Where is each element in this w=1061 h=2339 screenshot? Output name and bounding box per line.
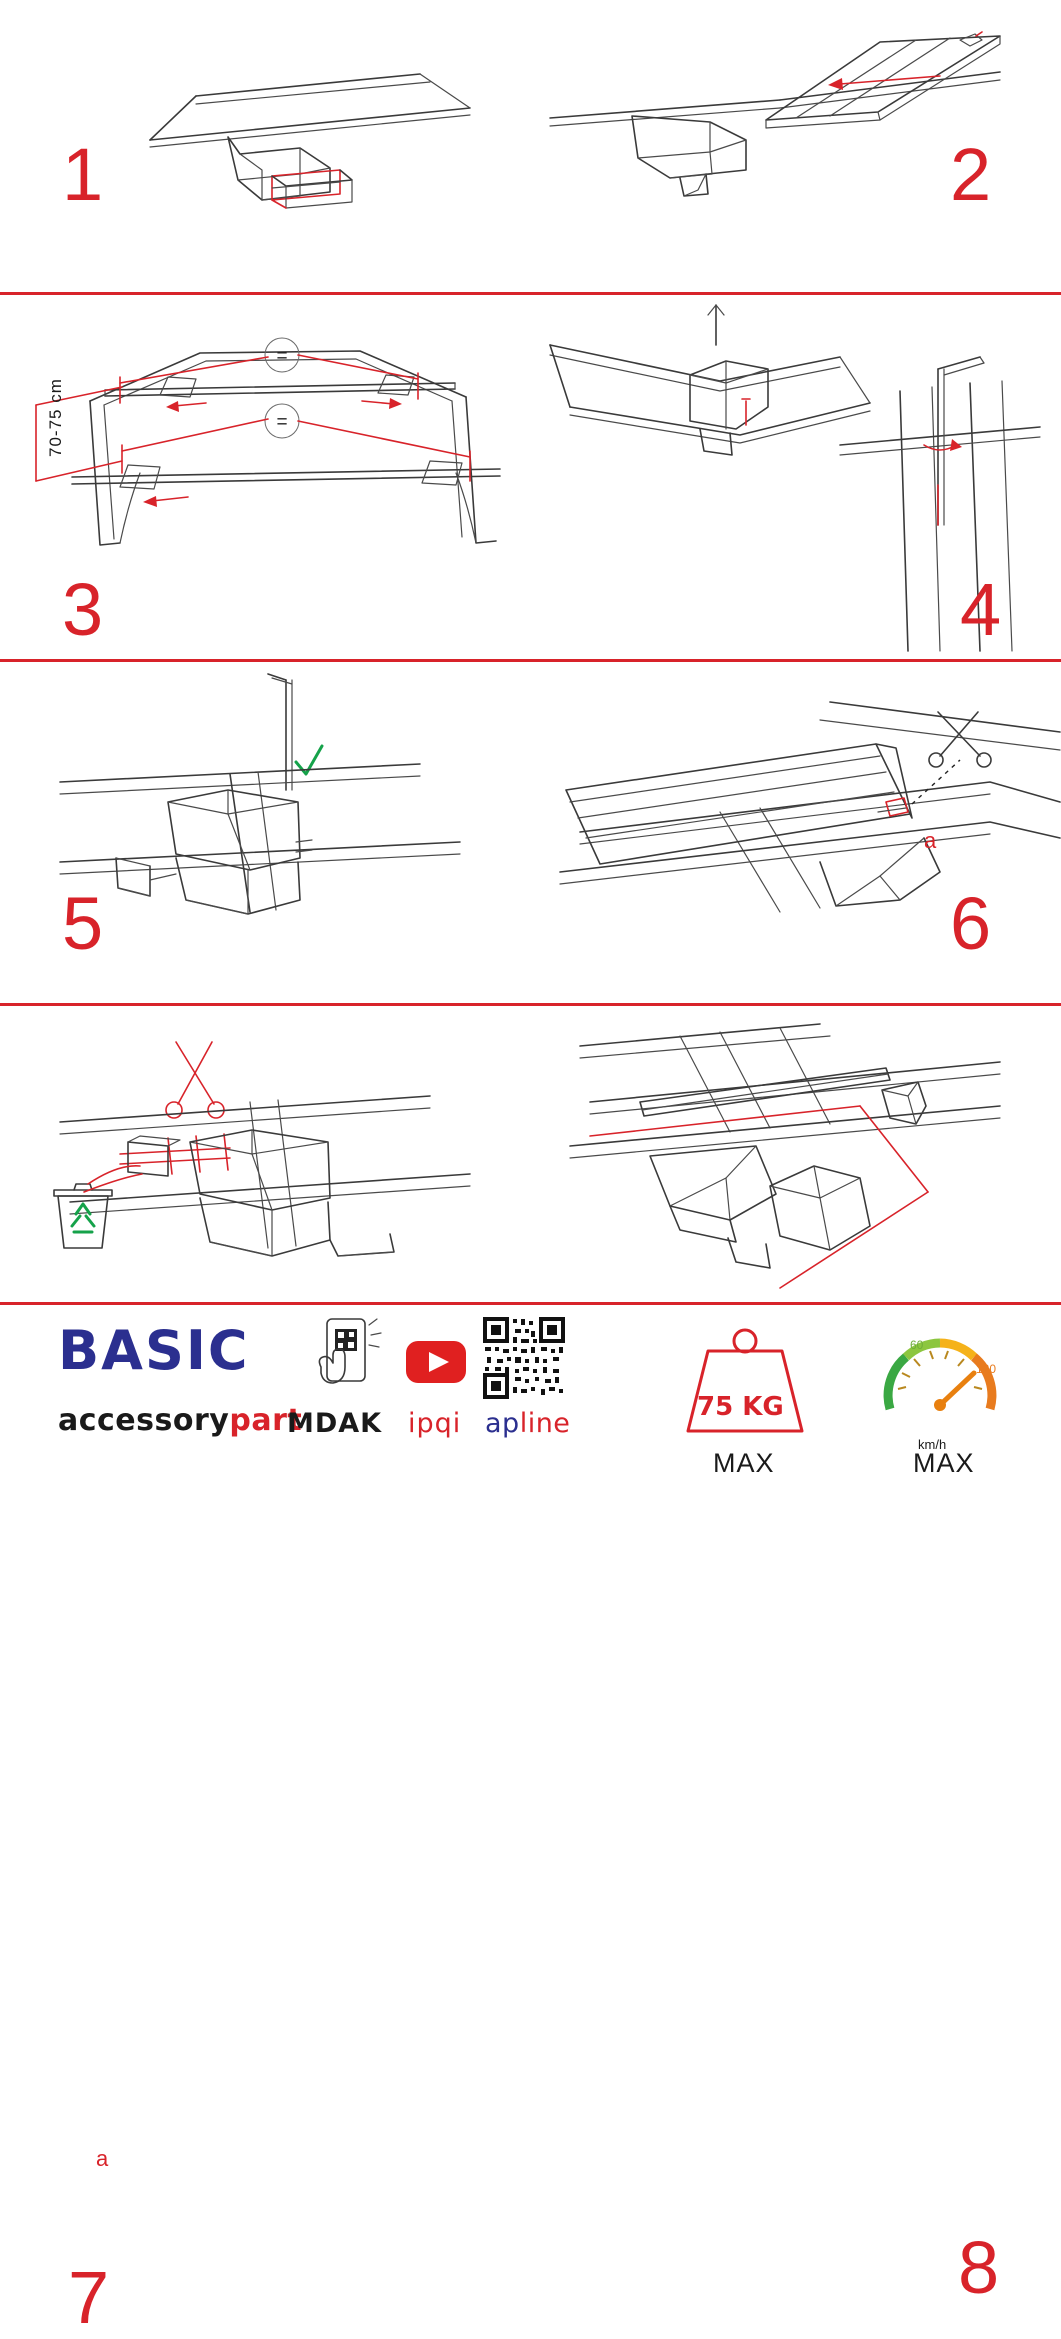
brand-accessory-text: accessory [58,1403,230,1438]
qr-code-icon[interactable] [483,1317,565,1399]
brand-accessorypart [58,1403,302,1438]
brand-part-text: part [229,1403,303,1438]
phone-scan-icon [305,1315,391,1401]
speed-unit-label: km/h [918,1437,947,1452]
step-1-panel [0,0,530,292]
brand-apline [485,1408,570,1439]
step-1-number: 1 [62,133,104,216]
brand-basic: BASIC [58,1319,250,1382]
step-6-panel [520,662,1061,1003]
youtube-icon[interactable] [405,1340,467,1384]
brand-ipqi: ipqi [408,1408,462,1439]
max-load-value: 75 KG [697,1392,784,1422]
brand-mdak: MDAK [287,1408,383,1439]
step-6-number: 6 [950,882,992,965]
step-4-number: 4 [960,568,1002,651]
brand-line-text: line [519,1408,571,1439]
step-2-panel [530,0,1061,292]
step-3-measurement: 70-75 cm [46,378,65,457]
max-load-label: MAX [713,1448,775,1478]
step-6-cut-label: a [924,828,937,853]
brand-ap-text: ap [485,1408,520,1439]
step-3-panel [0,295,540,659]
svg-text:=: = [276,412,288,433]
step-7-cut-label: a [96,2146,109,2171]
max-speed-gauge-icon [876,1325,1004,1437]
step-7-number: 7 [68,2256,110,2339]
step-8-number: 8 [958,2226,1000,2309]
step-7-illustration [0,1006,530,1302]
step-4-panel [540,295,1061,659]
max-speed-label: MAX [913,1448,975,1478]
step-8-illustration [530,1006,1061,1302]
step-5-number: 5 [62,882,104,965]
svg-text:=: = [276,346,288,367]
step-2-number: 2 [950,133,992,216]
step-3-number: 3 [62,568,104,651]
svg-text:60: 60 [910,1338,924,1352]
step-5-panel [0,662,520,1003]
svg-text:120: 120 [976,1362,997,1376]
